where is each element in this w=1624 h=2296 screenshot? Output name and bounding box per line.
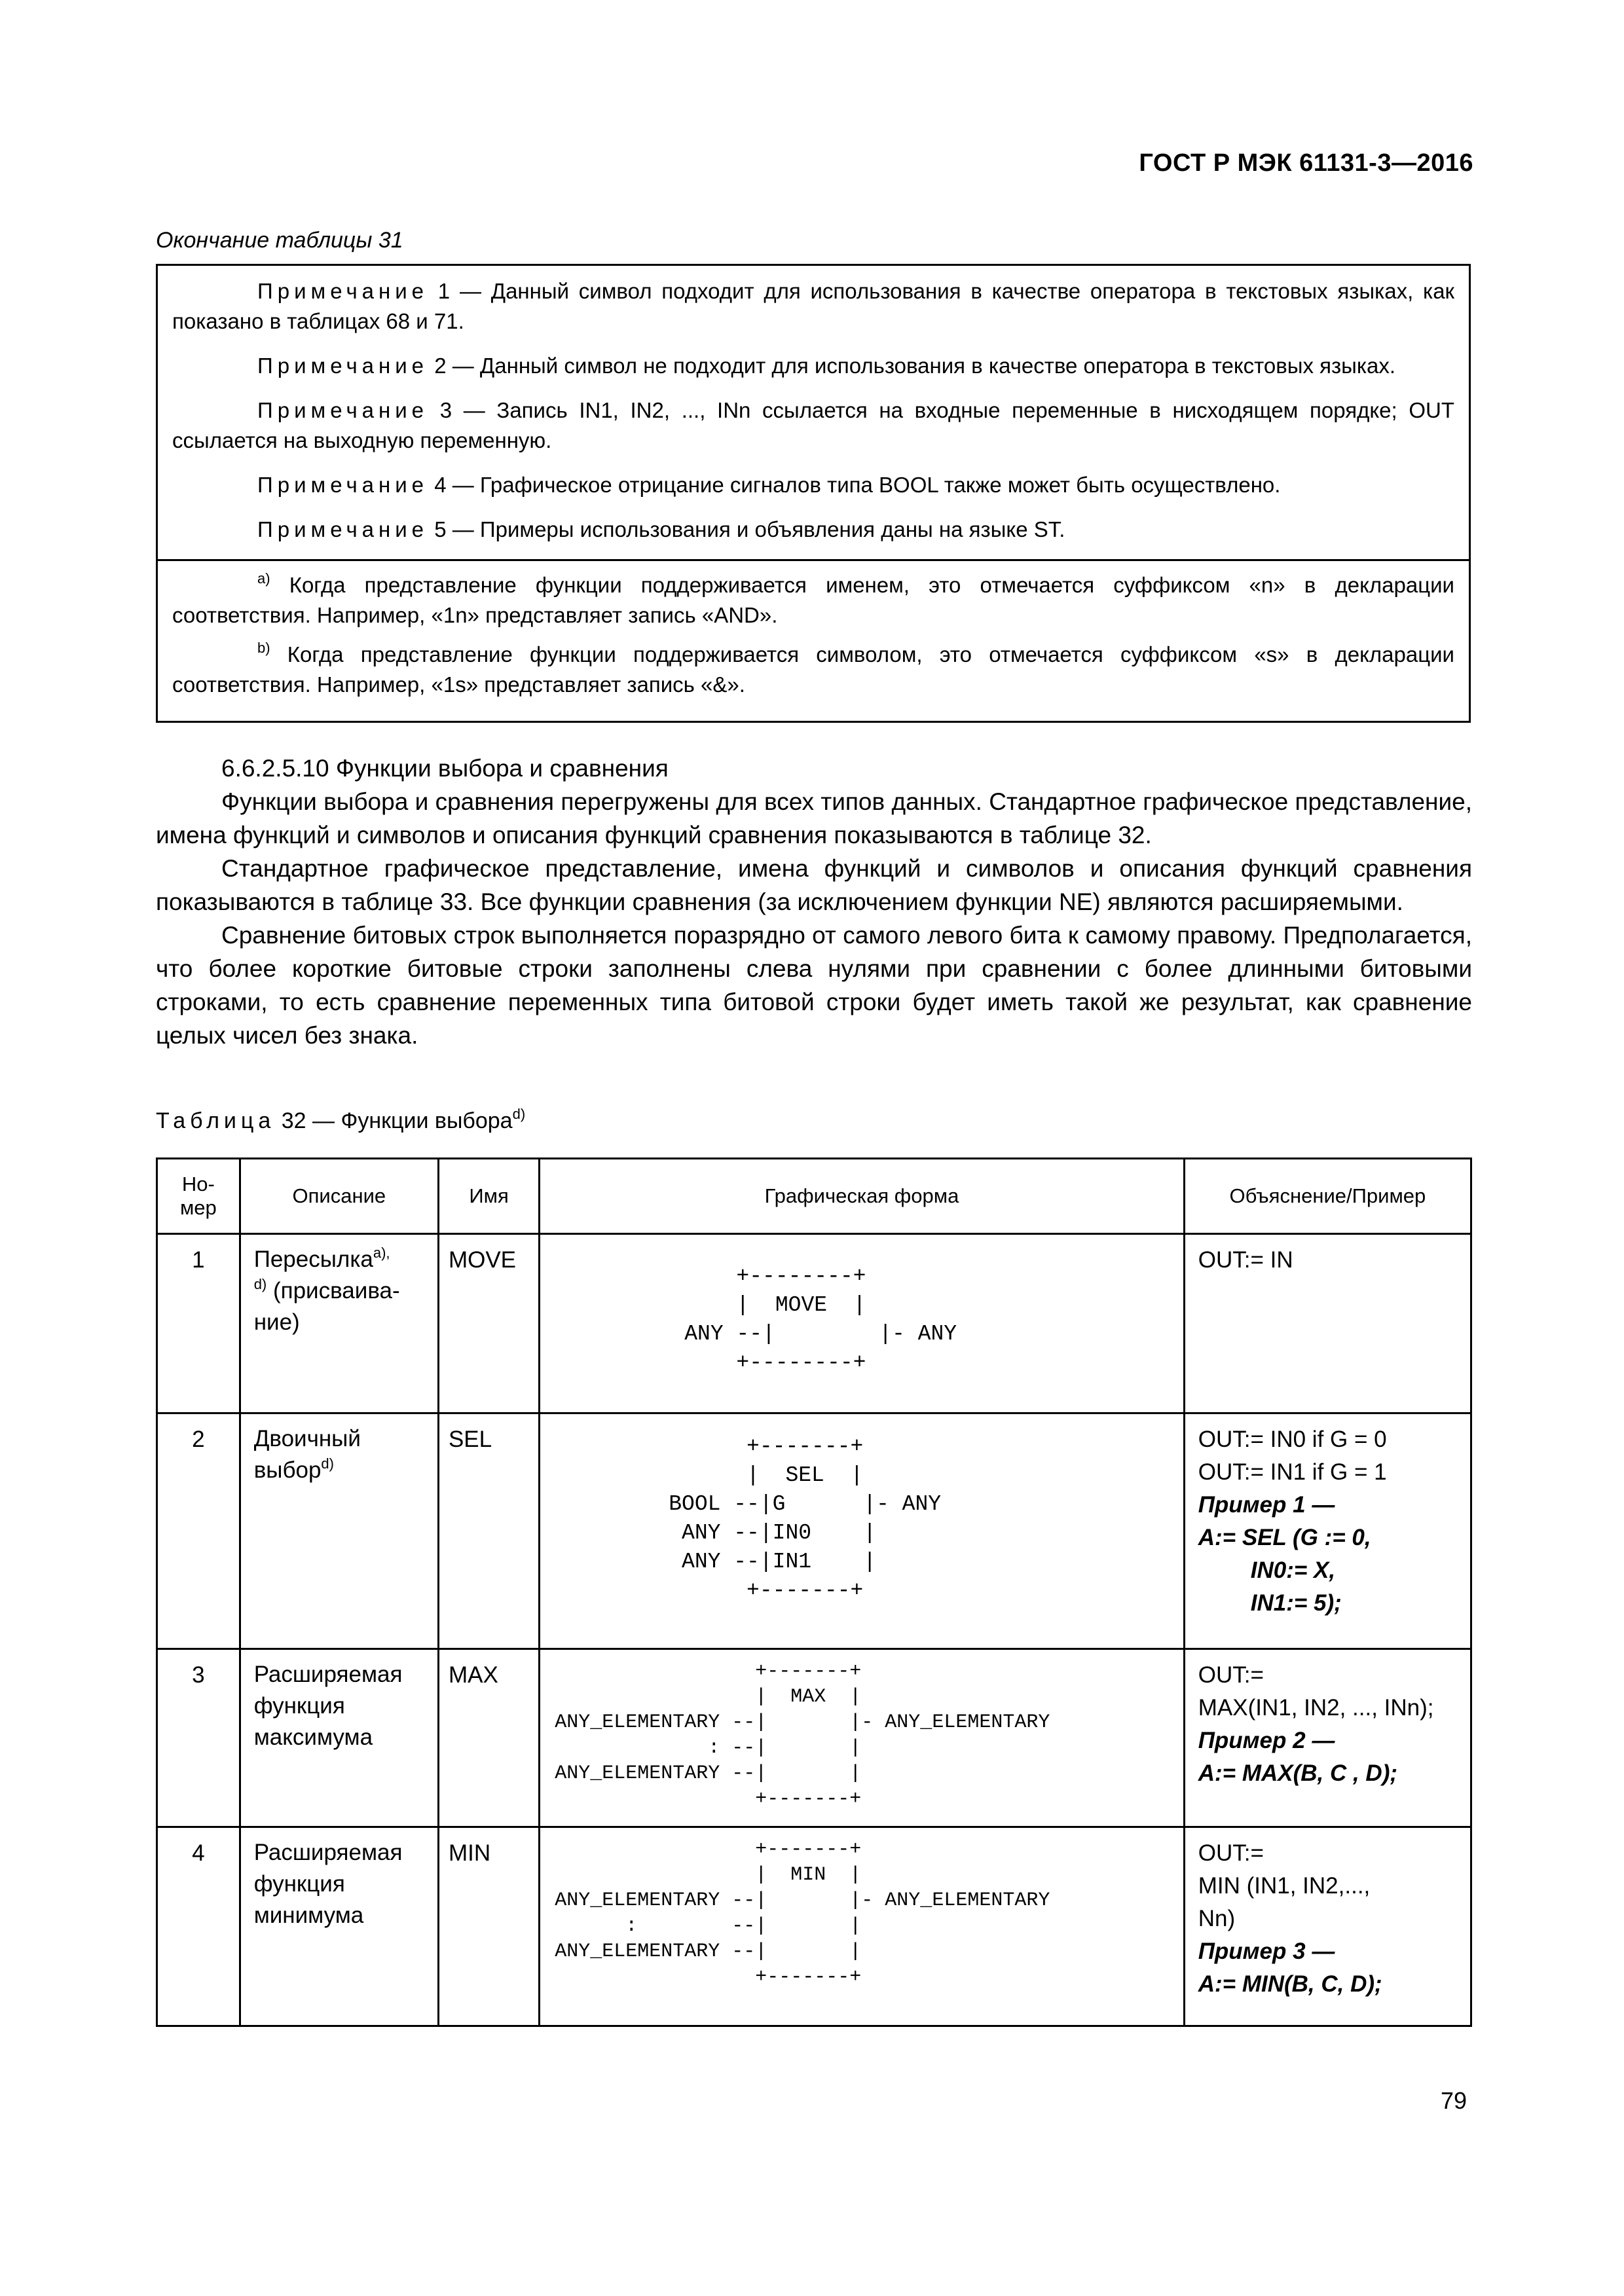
row-explanation [1184,1413,1471,1649]
table-continuation-caption: Окончание таблицы 31 [156,228,403,253]
note-text: — Примеры использования и объявления даны на языке ST. [452,517,1065,541]
col-header-description: Описание [240,1159,438,1234]
table-row-move [157,1234,1471,1413]
note-5 [172,515,1454,545]
note-text: — Графическое отрицание сигналов типа BOOL также может быть осуществлено. [452,473,1281,497]
desc-text: Двоичный выбор [253,1426,361,1483]
note-label: Примечание [257,473,429,497]
note-number: 1 [437,279,451,303]
desc-text-2: (присваива-ние) [253,1278,400,1335]
document-header: ГОСТ Р МЭК 61131-3—2016 [1139,149,1473,177]
row-graphic [540,1413,1185,1649]
expl-line: MAX(IN1, IN2, ..., INn); [1198,1695,1434,1721]
footnote-mark: b) [257,640,270,656]
row-explanation [1184,1827,1471,2026]
note-text: — Данный символ подходит для использования в качестве оператора в текстовых языках, как показано в таблицах 68 и 71. [172,279,1454,333]
footnote-text: Когда представление функции поддерживается именем, это отмечается суффиксом «n» в декларации соответствия. Например, «1n» представляет запись «AND». [172,573,1454,627]
section-6-6-2-5-10 [156,752,1472,1052]
row-graphic [540,1827,1185,2026]
note-2 [172,351,1454,381]
row-graphic [540,1234,1185,1413]
table-header-row [157,1159,1471,1234]
note-3 [172,395,1454,456]
table-row-max [157,1649,1471,1827]
note-label: Примечание [257,517,429,541]
caption-label: Таблица [156,1108,276,1133]
note-number: 3 [439,398,452,422]
row-explanation [1184,1234,1471,1413]
footnote-text: Когда представление функции поддерживается символом, это отмечается суффиксом «s» в декларации соответствия. Например, «1s» представляет запись «&». [172,642,1454,697]
col-number-line-2: мер [179,1196,217,1219]
table-32 [156,1157,1472,2027]
expl-line: OUT:= IN [1198,1247,1293,1273]
example-title: Пример 2 — [1198,1728,1335,1753]
section-heading: 6.6.2.5.10 Функции выбора и сравнения [221,755,669,782]
function-block-sel: +-------+ | SEL | BOOL --|G |- ANY ANY --|IN0 | ANY --|IN1 | +-------+ [669,1434,942,1603]
note-4 [172,470,1454,500]
row-description: Расширяемая функция максимума [240,1649,438,1827]
col-header-graphic: Графическая форма [540,1159,1185,1234]
note-label: Примечание [257,279,429,303]
footnote-a [172,570,1454,630]
expl-line: OUT:= [1198,1662,1264,1688]
row-description [240,1413,438,1649]
note-number: 5 [434,517,447,541]
function-block-min: +-------+ | MIN | ANY_ELEMENTARY --| |- ANY_ELEMENTARY : --| | ANY_ELEMENTARY --| | +-------+ [555,1838,1050,1988]
desc-sup-2: d) [253,1276,267,1292]
expl-line: OUT:= [1198,1840,1264,1866]
expl-line: MIN (IN1, IN2,..., [1198,1873,1371,1899]
example-title: Пример 3 — [1198,1939,1335,1964]
row-description [240,1234,438,1413]
function-block-max: +-------+ | MAX | ANY_ELEMENTARY --| |- ANY_ELEMENTARY : --| | ANY_ELEMENTARY --| | +-------+ [555,1660,1050,1810]
notes-section [158,266,1469,559]
row-name: MAX [438,1649,539,1827]
example-line: A:= SEL (G := 0, [1198,1525,1371,1550]
expl-line: OUT:= IN0 if G = 0 [1198,1427,1387,1452]
footnote-mark: a) [257,570,270,587]
footnotes-section [158,559,1469,721]
footnote-b [172,640,1454,700]
note-number: 4 [434,473,447,497]
caption-text: 32 — Функции выбора [281,1108,513,1133]
table-32-caption [156,1108,525,1134]
note-number: 2 [434,354,447,378]
table-row-sel [157,1413,1471,1649]
example-line: A:= MAX(B, C , D); [1198,1760,1398,1786]
col-header-number [157,1159,240,1234]
function-block-move: +--------+ | MOVE | ANY --| |- ANY +--------+ [684,1264,957,1375]
note-text: — Данный символ не подходит для использования в качестве оператора в текстовых языках. [452,354,1396,378]
col-number-line-1: Но- [181,1173,215,1195]
note-text: — Запись IN1, IN2, ..., INn ссылается на входные переменные в нисходящем порядке; OUT ссылается на выходную переменную. [172,398,1455,452]
note-label: Примечание [257,398,429,422]
caption-sup: d) [512,1106,526,1122]
paragraph: Сравнение битовых строк выполняется поразрядно от самого левого бита к самому правому. Предполагается, что более короткие битовые строки заполнены слева нулями при сравнении с более длинными битовыми строками, то есть сравнение переменных типа битовой строки будет иметь такой же результат, как сравнение целых чисел без знака. [156,922,1472,1049]
row-graphic [540,1649,1185,1827]
example-title: Пример 1 — [1198,1492,1335,1518]
row-name: MIN [438,1827,539,2026]
table-row-min [157,1827,1471,2026]
desc-sup: a), [373,1245,390,1261]
col-header-name: Имя [438,1159,539,1234]
desc-text: Пересылка [253,1247,373,1272]
expl-line: OUT:= IN1 if G = 1 [1198,1459,1387,1485]
note-1 [172,276,1454,337]
row-explanation [1184,1649,1471,1827]
col-header-explanation: Объяснение/Пример [1184,1159,1471,1234]
row-name: MOVE [438,1234,539,1413]
row-name: SEL [438,1413,539,1649]
example-line: IN1:= 5); [1250,1590,1342,1616]
paragraph: Функции выбора и сравнения перегружены для всех типов данных. Стандартное графическое представление, имена функций и символов и описания функций сравнения показываются в таблице 32. [156,788,1472,848]
row-number: 2 [157,1413,240,1649]
row-number: 4 [157,1827,240,2026]
note-label: Примечание [257,354,429,378]
paragraph: Стандартное графическое представление, имена функций и символов и описания функций сравнения показываются в таблице 33. Все функции сравнения (за исключением функции NE) являются расширяемыми. [156,855,1472,915]
page-number: 79 [1441,2087,1467,2114]
desc-sup: d) [321,1455,334,1472]
expl-line: Nn) [1198,1906,1236,1931]
row-number: 1 [157,1234,240,1413]
row-number: 3 [157,1649,240,1827]
row-description: Расширяемая функция минимума [240,1827,438,2026]
table-31-notes [156,264,1471,723]
example-line: IN0:= X, [1250,1558,1336,1583]
example-line: A:= MIN(B, C, D); [1198,1971,1382,1997]
